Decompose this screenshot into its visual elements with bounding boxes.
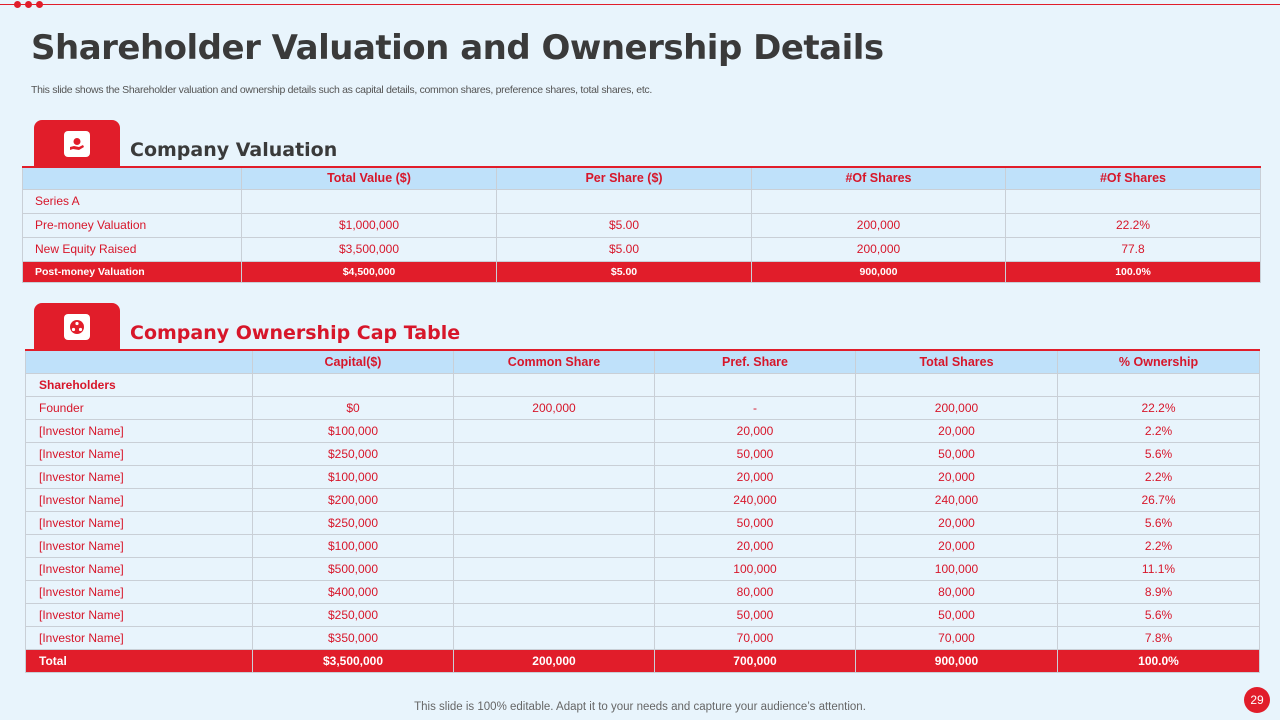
table-cell: 50,000: [856, 442, 1058, 465]
table-cell: 5.6%: [1058, 511, 1260, 534]
table-cell: 200,000: [454, 396, 655, 419]
table-cell: $200,000: [253, 488, 454, 511]
table-cell: $5.00: [497, 213, 752, 237]
table-cell: [655, 373, 856, 396]
cap-table-section-title: Company Ownership Cap Table: [130, 322, 461, 344]
row-label: [Investor Name]: [26, 626, 253, 649]
header-cell: [23, 167, 242, 189]
table-row: [26, 396, 1260, 419]
table-row: [23, 213, 1261, 237]
row-label: Total: [26, 649, 253, 672]
table-row: [26, 557, 1260, 580]
header-cell: #Of Shares: [1006, 167, 1261, 189]
section-label-row: [26, 373, 1260, 396]
table-cell: 5.6%: [1058, 603, 1260, 626]
table-cell: $100,000: [253, 465, 454, 488]
table-cell: [242, 189, 497, 213]
row-label: [Investor Name]: [26, 465, 253, 488]
table-cell: $250,000: [253, 442, 454, 465]
table-cell: [253, 373, 454, 396]
row-label: [Investor Name]: [26, 488, 253, 511]
top-accent-line: [0, 4, 1280, 5]
table-cell: 22.2%: [1006, 213, 1261, 237]
table-cell: 22.2%: [1058, 396, 1260, 419]
table-cell: 70,000: [856, 626, 1058, 649]
table-row: [23, 189, 1261, 213]
table-cell: 900,000: [752, 261, 1006, 282]
table-cell: 50,000: [655, 511, 856, 534]
page-title: Shareholder Valuation and Ownership Details: [31, 28, 884, 68]
table-cell: $4,500,000: [242, 261, 497, 282]
table-cell: 100,000: [655, 557, 856, 580]
table-cell: [454, 534, 655, 557]
table-cell: 2.2%: [1058, 465, 1260, 488]
table-cell: 8.9%: [1058, 580, 1260, 603]
table-cell: $500,000: [253, 557, 454, 580]
table-cell: 11.1%: [1058, 557, 1260, 580]
row-label: [Investor Name]: [26, 603, 253, 626]
header-cell: Per Share ($): [497, 167, 752, 189]
row-label: [Investor Name]: [26, 442, 253, 465]
row-label: [Investor Name]: [26, 511, 253, 534]
header-cell: Total Shares: [856, 350, 1058, 373]
table-cell: 100.0%: [1058, 649, 1260, 672]
table-cell: [752, 189, 1006, 213]
table-cell: 2.2%: [1058, 419, 1260, 442]
table-cell: -: [655, 396, 856, 419]
table-cell: 20,000: [856, 534, 1058, 557]
total-row: [23, 261, 1261, 282]
table-cell: 900,000: [856, 649, 1058, 672]
header-cell: #Of Shares: [752, 167, 1006, 189]
table-cell: $100,000: [253, 534, 454, 557]
table-cell: 2.2%: [1058, 534, 1260, 557]
table-cell: [454, 442, 655, 465]
table-cell: 200,000: [752, 213, 1006, 237]
table-cell: 50,000: [655, 603, 856, 626]
table-cell: [454, 419, 655, 442]
header-cell: % Ownership: [1058, 350, 1260, 373]
table-cell: 7.8%: [1058, 626, 1260, 649]
table-cell: 20,000: [655, 465, 856, 488]
table-cell: [1006, 189, 1261, 213]
table-row: [26, 534, 1260, 557]
header-cell: Pref. Share: [655, 350, 856, 373]
table-cell: 200,000: [752, 237, 1006, 261]
table-row: [26, 603, 1260, 626]
table-cell: 20,000: [655, 419, 856, 442]
table-cell: 240,000: [856, 488, 1058, 511]
table-cell: $250,000: [253, 603, 454, 626]
table-cell: [454, 373, 655, 396]
table-cell: $100,000: [253, 419, 454, 442]
row-label: New Equity Raised: [23, 237, 242, 261]
header-cell: [26, 350, 253, 373]
table-cell: [454, 626, 655, 649]
total-row: [26, 649, 1260, 672]
table-cell: [454, 580, 655, 603]
table-cell: $1,000,000: [242, 213, 497, 237]
table-cell: $5.00: [497, 261, 752, 282]
network-icon: [64, 314, 90, 340]
dot: [25, 1, 32, 8]
page-number-badge: 29: [1244, 687, 1270, 713]
shareholders-label: Shareholders: [26, 373, 253, 396]
header-cell: Common Share: [454, 350, 655, 373]
table-cell: [454, 465, 655, 488]
table-cell: 50,000: [655, 442, 856, 465]
dot: [14, 1, 21, 8]
row-label: Pre-money Valuation: [23, 213, 242, 237]
footer-note: This slide is 100% editable. Adapt it to your needs and capture your audience’s attention.: [414, 701, 866, 713]
decorative-dots: [14, 1, 43, 8]
table-cell: 26.7%: [1058, 488, 1260, 511]
table-cell: [856, 373, 1058, 396]
table-cell: 240,000: [655, 488, 856, 511]
ownership-cap-table: [25, 349, 1260, 673]
table-row: [26, 488, 1260, 511]
dot: [36, 1, 43, 8]
table-cell: $400,000: [253, 580, 454, 603]
header-cell: Total Value ($): [242, 167, 497, 189]
table-cell: 200,000: [454, 649, 655, 672]
table-cell: 100.0%: [1006, 261, 1261, 282]
table-cell: [454, 488, 655, 511]
table-cell: 20,000: [856, 511, 1058, 534]
table-cell: 77.8: [1006, 237, 1261, 261]
page-subtitle: This slide shows the Shareholder valuation and ownership details such as capital details, common shares, preference shares, total shares, etc.: [31, 84, 653, 96]
company-valuation-table: [22, 166, 1261, 283]
table-cell: 20,000: [856, 465, 1058, 488]
row-label: [Investor Name]: [26, 557, 253, 580]
table-row: [26, 442, 1260, 465]
table-cell: [454, 557, 655, 580]
table-row: [26, 419, 1260, 442]
table-cell: 20,000: [655, 534, 856, 557]
table-header-row: [23, 167, 1261, 189]
valuation-tab: [34, 120, 120, 168]
table-row: [26, 580, 1260, 603]
table-cell: 70,000: [655, 626, 856, 649]
table-cell: 80,000: [856, 580, 1058, 603]
table-cell: $3,500,000: [253, 649, 454, 672]
table-cell: [454, 511, 655, 534]
table-header-row: [26, 350, 1260, 373]
cap-table-tab: [34, 303, 120, 351]
hand-money-icon: [64, 131, 90, 157]
table-cell: $250,000: [253, 511, 454, 534]
table-row: [26, 511, 1260, 534]
table-cell: 700,000: [655, 649, 856, 672]
table-row: [23, 237, 1261, 261]
table-cell: [454, 603, 655, 626]
table-cell: $0: [253, 396, 454, 419]
row-label: Founder: [26, 396, 253, 419]
table-cell: 50,000: [856, 603, 1058, 626]
table-row: [26, 626, 1260, 649]
table-cell: [1058, 373, 1260, 396]
table-cell: 20,000: [856, 419, 1058, 442]
table-cell: $350,000: [253, 626, 454, 649]
row-label: Series A: [23, 189, 242, 213]
table-cell: 80,000: [655, 580, 856, 603]
table-cell: 100,000: [856, 557, 1058, 580]
row-label: Post-money Valuation: [23, 261, 242, 282]
table-cell: 5.6%: [1058, 442, 1260, 465]
table-row: [26, 465, 1260, 488]
row-label: [Investor Name]: [26, 419, 253, 442]
row-label: [Investor Name]: [26, 580, 253, 603]
table-cell: $5.00: [497, 237, 752, 261]
header-cell: Capital($): [253, 350, 454, 373]
table-cell: $3,500,000: [242, 237, 497, 261]
row-label: [Investor Name]: [26, 534, 253, 557]
table-cell: 200,000: [856, 396, 1058, 419]
valuation-section-title: Company Valuation: [130, 139, 338, 161]
table-cell: [497, 189, 752, 213]
